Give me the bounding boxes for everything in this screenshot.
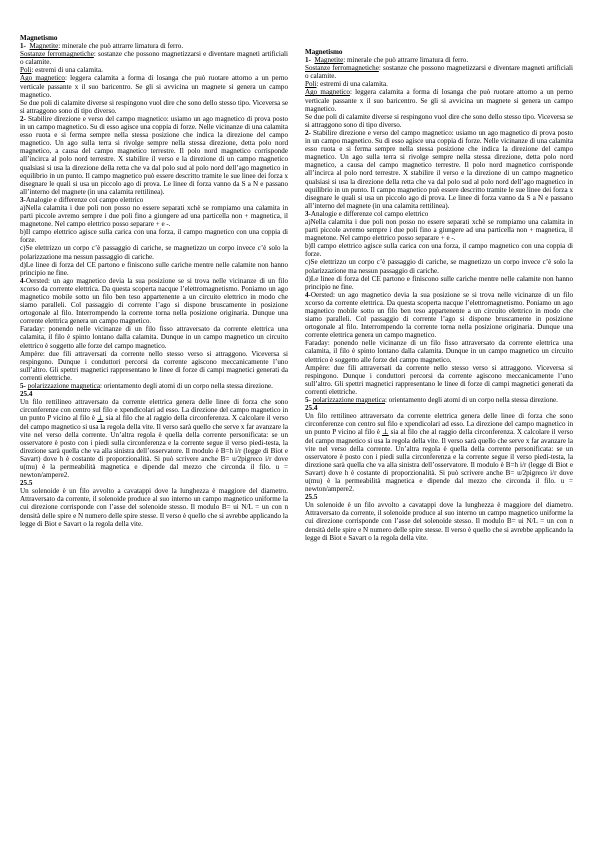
paragraph-polarization: 5- polarizzazione magnetica: orientamento degli atomi di un corpo nella stessa direzione. [20,382,273,391]
paragraph-oersted: 4-Oersted: un ago magnetico devia la sua posizione se si trova nelle vicinanze di un filo xcorso da corrente elettrica. Da questa scoperta nacque l’elettromagnetismo. Poniamo un ago magnetico mobile sotto un filo ben teso appartenente a un circuito elettrico in modo che siamo paralleli. Col passaggio di corrente l’ago si dispone bruscamente in posizione ortogonale al filo. Interrompendo la corrente torna nella posizione originaria. Dunque una corrente elettrica genera un campo magnetico. [20,276,288,326]
doc-title: Magnetismo [305,48,343,56]
paragraph-solenoid: Un solenoide è un filo avvolto a cavatappi dove la lunghezza è maggiore del diametro. Attraversato da corrente, il solenoide produce al suo interno un campo magnetico uniforme la cui direzione corrisponde con l’asse del solenoide stesso. Il modulo B= ui N/L = un con n densità delle spire e N numero delle spire stesse. Il verso è quello che si avrebbe applicando la legge di Biot e Savart o la regola della vite. [20,487,288,528]
paragraph-analogy-c: c)Se elettrizzo un corpo c’è passaggio di cariche, se magnetizzo un corpo invece c’è solo la polarizzazione ma nessun passaggio di cariche. [305,258,573,275]
paragraph-needle: Ago magnetico: leggera calamita a forma di losanga che può ruotare attorno a un perno verticale passante x il suo baricentro. Se gli si avvicina un magnete si genera un campo magnetico. [305,88,573,113]
paragraph-poles: Poli: estremi di una calamita. [20,66,103,75]
paragraph-ampere: Ampère: due fili attraversati da corrente nello stesso verso si attraggono. Viceversa si respingono. Dunque i conduttori percorsi da corrente agiscono meccanicamente l’uno sull’altro. Gli spettri magnetici rappresentano le linee di forze di campi magnetici generati da correnti elettriche. [20,349,288,382]
doc-title: Magnetismo [20,34,58,42]
text-column-right [305,48,573,542]
paragraph-analogy-c: c)Se elettrizzo un corpo c’è passaggio di cariche, se magnetizzo un corpo invece c’è solo la polarizzazione ma nessun passaggio di cariche. [20,244,288,261]
paragraph-ferromagnetic: Sostanze ferromagnetiche: sostanze che possono magnetizzarsi e diventare magneti artificiali o calamite. [305,64,573,81]
paragraph-analogy-b: b)Il campo elettrico agisce sulla carica con una forza, il campo magnetico con una coppia di forze. [305,242,573,259]
paragraph-oersted: 4-Oersted: un ago magnetico devia la sua posizione se si trova nelle vicinanze di un filo xcorso da corrente elettrica. Da questa scoperta nacque l’elettromagnetismo. Poniamo un ago magnetico mobile sotto un filo ben teso appartenente a un circuito elettrico in modo che siamo paralleli. Col passaggio di corrente l’ago si dispone bruscamente in posizione ortogonale al filo. Interrompendo la corrente torna nella posizione originaria. Dunque una corrente elettrica genera un campo magnetico. [305,290,573,340]
paragraph-analogy-d: d)Le linee di forza del CE partono e finiscono sulle cariche mentre nelle calamite non hanno principio ne fine. [305,274,573,291]
paragraph-analogy-a: a)Nella calamita i due poli non posso no essere separati xchè se rompiamo una calamita in parti piccole avremo sempre i due poli fino a giungere ad una particella non + magnetica, il magnetone. Nel campo elettrico posso separare + e -. [305,217,573,243]
paragraph-analogies-heading: 3-Analogie e differenze col campo elettrico [305,209,429,218]
paragraph-ampere: Ampère: due fili attraversati da corrente nello stesso verso si attraggono. Viceversa si respingono. Dunque i conduttori percorsi da corrente agiscono meccanicamente l’uno sull’altro. Gli spettri magnetici rappresentano le linee di forze di campi magnetici generati da correnti elettriche. [305,363,573,396]
paragraph-polarization: 5- polarizzazione magnetica: orientamento degli atomi di un corpo nella stessa direzione. [305,396,558,405]
paragraph-needle: Ago magnetico: leggera calamita a forma di losanga che può ruotare attorno a un perno verticale passante x il suo baricentro. Se gli si avvicina un magnete si genera un campo magnetico. [20,74,288,99]
paragraph-direction: 2- Stabilire direzione e verso del campo magnetico: usiamo un ago magnetico di prova posto in un campo magnetico. Su di esso agisce una coppia di forze. Nelle vicinanze di una calamita esso ruota e si ferma sempre nella stessa posizione che indica la direzione del campo magnetico. Un ago sulla terra si rivolge sempre nella stessa direzione, detta polo nord magnetico, a causa del campo magnetico terrestre. Il polo nord magnetico corrisponde all’incirca al polo nord terrestre. X stabilire il verso e la direzione di un campo magnetico qualsiasi si usa la direzione della retta che va dal polo sud al polo nord dell’ago magnetico in equilibrio in un punto. Il campo magnetico può essere descritto tramite le sue linee dei forza x disegnare le quali si usa un piccolo ago di prova. Le linee di forza vanno da S a N e passano all’interno del magnete (in una calamita rettilinea). [305,128,573,210]
paragraph-ferromagnetic: Sostanze ferromagnetiche: sostanze che possono magnetizzarsi e diventare magneti artificiali o calamite. [20,50,288,67]
paragraph-faraday: Faraday: ponendo nelle vicinanze di un filo fisso attraversato da corrente elettrica una calamita, il filo è spinto lontano dalla calamita. Dunque in un campo magnetico un circuito elettrico è soggetto alle forze del campo magnetico. [20,325,288,350]
section-25-5: 25.5 [20,479,33,488]
paragraph-analogy-b: b)Il campo elettrico agisce sulla carica con una forza, il campo magnetico con una coppia di forze. [20,228,288,245]
paragraph-solenoid: Un solenoide è un filo avvolto a cavatappi dove la lunghezza è maggiore del diametro. Attraversato da corrente, il solenoide produce al suo interno un campo magnetico uniforme la cui direzione corrisponde con l’asse del solenoide stesso. Il modulo B= ui N/L = un con n densità delle spire e N numero delle spire stesse. Il verso è quello che si avrebbe applicando la legge di Biot e Savart o la regola della vite. [305,501,573,542]
paragraph-poles: Poli: estremi di una calamita. [305,80,388,89]
paragraph-analogies-heading: 3-Analogie e differenze col campo elettrico [20,195,144,204]
text-column-left [20,34,288,528]
paragraph-analogy-a: a)Nella calamita i due poli non posso no essere separati xchè se rompiamo una calamita in parti piccole avremo sempre i due poli fino a giungere ad una particella non + magnetica, il magnetone. Nel campo elettrico posso separare + e -. [20,203,288,229]
paragraph-poles-repel: Se due poli di calamite diverse si respingono vuol dire che sono dello stesso tipo. Viceversa se si attraggono sono di tipo diverso. [20,98,288,115]
section-25-4: 25.4 [305,404,318,413]
paragraph-magnetite: 1- Magnetite: minerale che può attrarre limatura di ferro. [20,42,184,51]
paragraph-magnetite: 1- Magnetite: minerale che può attrarre limatura di ferro. [305,56,469,65]
paragraph-analogy-d: d)Le linee di forza del CE partono e finiscono sulle cariche mentre nelle calamite non hanno principio ne fine. [20,260,288,277]
paragraph-poles-repel: Se due poli di calamite diverse si respingono vuol dire che sono dello stesso tipo. Viceversa se si attraggono sono di tipo diverso. [305,112,573,129]
paragraph-straight-wire: Un filo rettilineo attraversato da corrente elettrica genera delle linee di forza che sono circonferenze con centro sul filo e xpendicolari ad esso. La direzione del campo magnetico in un punto P vicino al filo è ⊥ sia al filo che al raggio della circonferenza. X calcolare il verso del campo magnetico si usa la regola della vite. Il verso sarà quello che serve x far avanzare la vite nel verso della corrente. Un’altra regola è quella della corrente personificata: se un osservatore è posto con i piedi sulla circonferenza e la corrente segue il verso piedi-testa, la direzione sarà quella che va alla sinistra dell’osservatore. Il modulo è B=h i/r (legge di Biot e Savart) dove h è costante di proporzionalità. Si può scrivere anche B= u/2pigreco i/r dove u(mu) è la permeabilità magnetica e dipende dal mezzo che circonda il filo. u = newton/ampere2. [20,398,289,480]
paragraph-straight-wire: Un filo rettilineo attraversato da corrente elettrica genera delle linee di forza che sono circonferenze con centro sul filo e xpendicolari ad esso. La direzione del campo magnetico in un punto P vicino al filo è ⊥ sia al filo che al raggio della circonferenza. X calcolare il verso del campo magnetico si usa la regola della vite. Il verso sarà quello che serve x far avanzare la vite nel verso della corrente. Un’altra regola è quella della corrente personificata: se un osservatore è posto con i piedi sulla circonferenza e la corrente segue il verso piedi-testa, la direzione sarà quella che va alla sinistra dell’osservatore. Il modulo è B=h i/r (legge di Biot e Savart) dove h è costante di proporzionalità. Si può scrivere anche B= u/2pigreco i/r dove u(mu) è la permeabilità magnetica e dipende dal mezzo che circonda il filo. u = newton/ampere2. [305,412,574,494]
section-25-4: 25.4 [20,390,33,399]
paragraph-faraday: Faraday: ponendo nelle vicinanze di un filo fisso attraversato da corrente elettrica una calamita, il filo è spinto lontano dalla calamita. Dunque in un campo magnetico un circuito elettrico è soggetto alle forze del campo magnetico. [305,339,573,364]
paragraph-direction: 2- Stabilire direzione e verso del campo magnetico: usiamo un ago magnetico di prova posto in un campo magnetico. Su di esso agisce una coppia di forze. Nelle vicinanze di una calamita esso ruota e si ferma sempre nella stessa posizione che indica la direzione del campo magnetico. Un ago sulla terra si rivolge sempre nella stessa direzione, detta polo nord magnetico, a causa del campo magnetico terrestre. Il polo nord magnetico corrisponde all’incirca al polo nord terrestre. X stabilire il verso e la direzione di un campo magnetico qualsiasi si usa la direzione della retta che va dal polo sud al polo nord dell’ago magnetico in equilibrio in un punto. Il campo magnetico può essere descritto tramite le sue linee dei forza x disegnare le quali si usa un piccolo ago di prova. Le linee di forza vanno da S a N e passano all’interno del magnete (in una calamita rettilinea). [20,114,288,196]
section-25-5: 25.5 [305,493,318,502]
